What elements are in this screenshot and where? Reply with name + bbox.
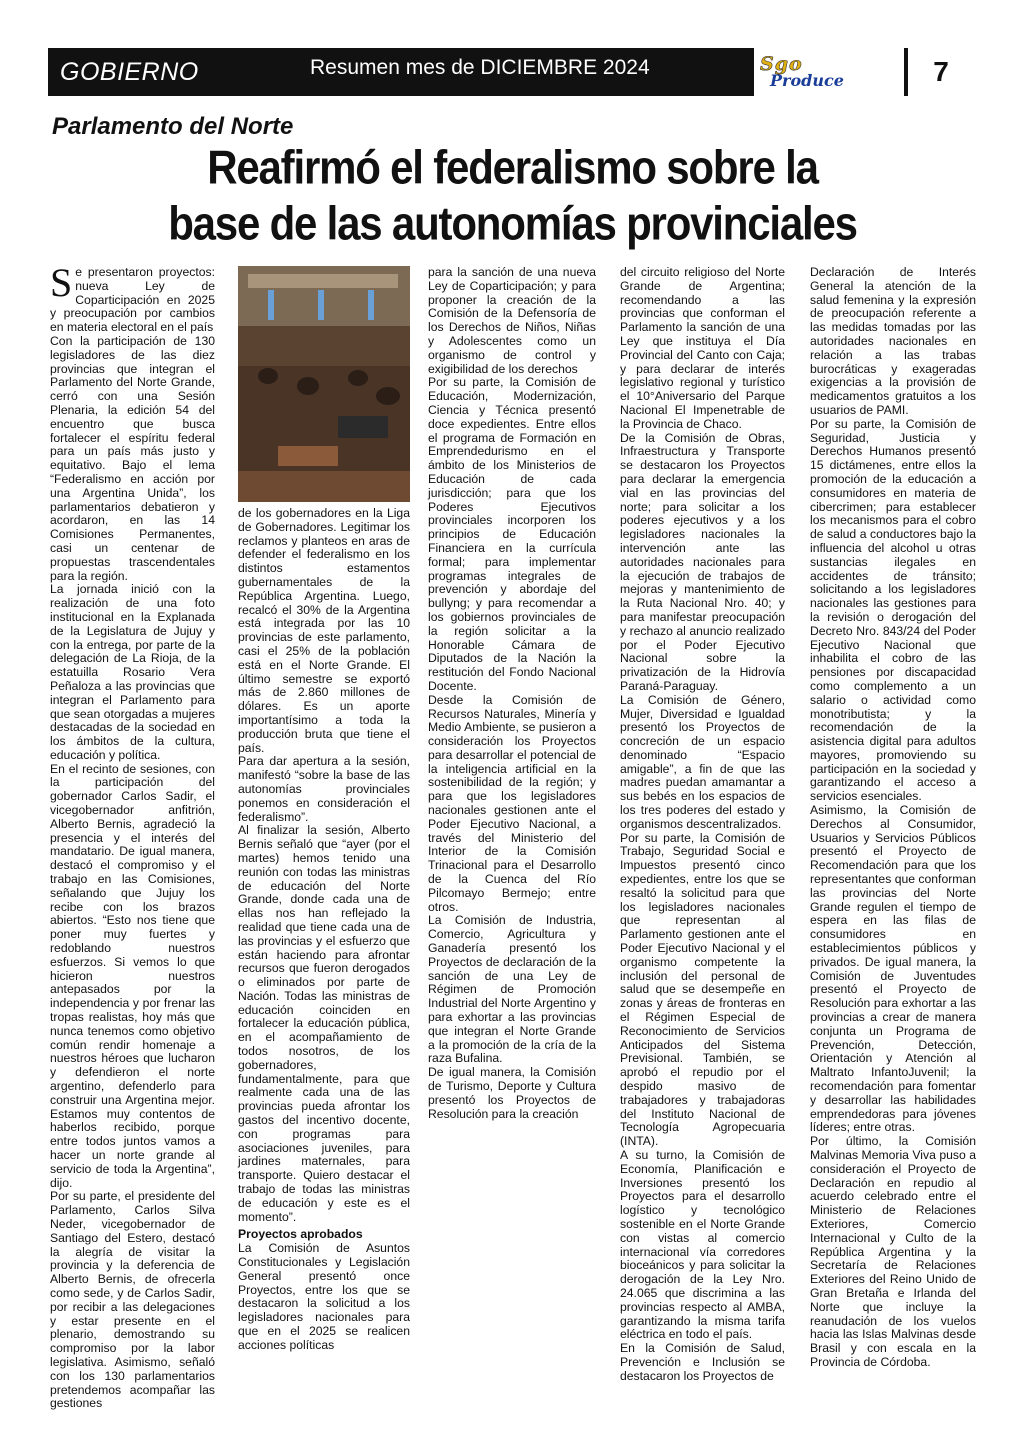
article-column-3 <box>428 266 596 1121</box>
paragraph: La Comisión de Género, Mujer, Diversidad e Igualdad presentó los Proyectos de concreción de un espacio denominado “Espacio amigable”, a fin de que las madres puedan amamantar a sus bebés en los espacios de los tres poderes del estado y organismos descentralizados. <box>620 692 785 831</box>
paragraph: De la Comisión de Obras, Infraestructura y Transporte se destacaron los Proyectos para declarar la emergencia vial en las provincias del norte; para solicitar a los poderes ejecutivos y a los legisladores nacionales la intervención ante las autoridades nacionales para la ejecución de trabajos de mejoras y mantenimiento de la Ruta Nacional Nro. 40; y para manifestar preocupación y rechazo al anuncio realizado por el Poder Ejecutivo Nacional sobre la privatización de la Hidrovía Paraná-Paraguay. <box>620 430 785 693</box>
session-photo-illustration <box>238 266 410 502</box>
paragraph: La jornada inició con la realización de una foto institucional en la Explanada de la Legislatura de Jujuy y con la entrega, por parte de la delegación de La Rioja, de la estatuilla Rosario Vera Peñaloza a las provincias que integran el Parlamento para que sean otorgadas a mujeres destacadas de la sociedad en los ámbitos de la cultura, educación y política. <box>50 582 215 762</box>
paragraph: Por su parte, el presidente del Parlamento, Carlos Silva Neder, vicegobernador de Santiago del Estero, destacó la alegría de visitar la provincia y la deferencia de Alberto Bernis, de ofrecerla como sede, y de Carlos Sadir, por recibir a las delegaciones y estar presente en el plenario, demostrando su compromiso por la labor legislativa. Asimismo, señaló con los 130 parlamentarios pretendemos acompañar las gestiones <box>50 1189 215 1411</box>
article-column-5 <box>810 266 976 1370</box>
logo-bottom-text: Produce <box>770 71 844 90</box>
paragraph: A su turno, la Comisión de Economía, Planificación e Inversiones presentó los Proyectos para el desarrollo logístico y tecnológico sostenible en el Norte Grande con vistas al comercio internacional vía corredores bioceánicos y para solicitar la derogación de la Ley Nro. 24.065 que discrimina a las provincias respecto al AMBA, garantizando la misma tarifa eléctrica en todo el país. <box>620 1148 785 1342</box>
article-headline <box>60 140 965 252</box>
paragraph: Desde la Comisión de Recursos Naturales, Minería y Medio Ambiente, se pusieron a consideración los Proyectos para desarrollar el potencial de la inteligencia artificial en la sostenibilidad de la región; y para que los legisladores nacionales gestionen ante el Poder Ejecutivo Nacional, a través del Ministerio del Interior de la Comisión Trinacional para el Desarrollo de la Cuenca del Río Pilcomayo Bermejo; entre otros. <box>428 692 596 914</box>
paragraph: Por su parte, la Comisión de Trabajo, Seguridad Social e Impuestos presentó cinco expedientes, entre los que se resaltó la solicitud para que los legisladores nacionales que representan al Parlamento gestionen ante el Poder Ejecutivo Nacional y el organismo competente la inclusión del personal de salud que se desempeñe en zonas y áreas de fronteras en el Régimen Especial de Reconocimiento de Servicios Anticipados del Sistema Previsional. También, se aprobó el repudio por el despido masivo de trabajadores y trabajadoras del Instituto Nacional de Tecnología Agropecuaria (INTA). <box>620 830 785 1149</box>
paragraph: La Comisión de Asuntos Constitucionales y Legislación General presentó once Proyectos, entre los que se destacaron la solicitud a los legisladores nacionales para que en el 2025 se realicen acciones políticas <box>238 1241 410 1352</box>
paragraph: Declaración de Interés General la atención de la salud femenina y la expresión de preocupación referente a las medidas tomadas por las autoridades nacionales en relación a las trabas burocráticas y exageradas exigencias a la provisión de medicamentos gratuitos a los usuarios de PAMI. <box>810 265 976 417</box>
headline-line-2: base de las autonomías provinciales <box>168 197 857 250</box>
paragraph: La Comisión de Industria, Comercio, Agricultura y Ganadería presentó los Proyectos de declaración de la sanción de una Ley de Régimen de Promoción Industrial del Norte Argentino y para exhortar a las provincias que integran el Norte Grande a la promoción de la cría de la raza Bufalina. <box>428 913 596 1066</box>
session-photo <box>238 266 410 502</box>
issue-label: Resumen mes de DICIEMBRE 2024 <box>310 56 650 79</box>
headline-line-1: Reafirmó el federalismo sobre la <box>207 141 818 194</box>
paragraph: Al finalizar la sesión, Alberto Bernis señaló que “ayer (por el martes) hemos tenido una reunión con todas las ministras de educación del Norte Grande, donde cada una de ellas nos han reflejado la realidad que tiene cada una de las provincias y el esfuerzo que están haciendo para afrontar recursos que fueron derogados o eliminados por parte de Nación. Todas las ministras de educación coinciden en fortalecer la educación pública, en el acompañamiento de todos nosotros, de los gobernadores, fundamentalmente, para que realmente cada una de las provincias pueda afrontar los gastos del incentivo docente, con programas para asociaciones juveniles, para jardines maternales, para transporte. Quiero destacar el trabajo de todas las ministras de educación y este es el momento”. <box>238 823 410 1224</box>
section-label: GOBIERNO <box>60 57 199 86</box>
paragraph: En el recinto de sesiones, con la participación del gobernador Carlos Sadir, el vicegobernador anfitrión, Alberto Bernis, agradeció la presencia y el interés del mandatario. De igual manera, destacó el compromiso y el trabajo en las Comisiones, señalando que Jujuy los recibe con los brazos abiertos. “Esto nos tiene que poner muy fuertes y redoblando nuestros esfuerzos. Si vemos lo que hicieron nuestros antepasados por la independencia y por frenar las tropas realistas, hoy más que nunca tenemos como objetivo común rendir homenaje a nuestros héroes que lucharon y defendieron el norte argentino, defenderlo para construir una Argentina mejor. Estamos muy contentos de haberlos recibido, porque entre todos juntos vamos a hacer un norte grande al servicio de toda la Argentina”, dijo. <box>50 761 215 1190</box>
page-header <box>48 48 974 96</box>
paragraph: del circuito religioso del Norte Grande de Argentina; recomendando a las provincias que conforman el Parlamento la sanción de una Ley que instituya el Día Provincial del Canto con Caja; y para declarar de interés legislativo regional y turístico el 10°Aniversario del Parque Nacional El Impenetrable de la Provincia de Chaco. <box>620 265 785 431</box>
paragraph: Con la participación de 130 legisladores de las diez provincias que integran el Parlamento del Norte Grande, cerró con una Sesión Plenaria, la edición 54 del encuentro que busca fortalecer el espíritu federal para un país más justo y equitativo. Bajo el lema “Federalismo en acción por una Argentina Unida”, los parlamentarios debatieron y acordaron, en las 14 Comisiones Permanentes, casi un centenar de propuestas trascendentales para la región. <box>50 333 215 583</box>
paragraph: Por su parte, la Comisión de Educación, Modernización, Ciencia y Técnica presentó doce expedientes. Entre ellos el programa de Formación en Emprendedurismo en el ámbito de los Ministerios de Educación de cada jurisdicción; para que los Poderes Ejecutivos provinciales incorporen los principios de Educación Financiera en la currícula formal; para implementar programas integrales de prevención y abordaje del bullyng; y para recomendar a los gobiernos provinciales de la región solicitar a la Honorable Cámara de Diputados de la Nación la restitución del Fondo Nacional Docente. <box>428 375 596 693</box>
article-column-4 <box>620 266 785 1384</box>
paragraph: Se presentaron proyectos: nueva Ley de Coparticipación en 2025 y preocupación por cambios en materia electoral en el país <box>50 260 215 335</box>
article-column-2 <box>238 507 410 1353</box>
logo-top-text: Sgo <box>760 53 803 75</box>
page-number: 7 <box>908 48 974 96</box>
sgo-produce-logo <box>754 48 904 96</box>
article-column-1 <box>50 260 215 1411</box>
paragraph: Para dar apertura a la sesión, manifestó “sobre la base de las autonomías provinciales ponemos en consideración el federalismo”. <box>238 754 410 824</box>
paragraph: Por su parte, la Comisión de Seguridad, Justicia y Derechos Humanos presentó 15 dictámenes, entre ellos la promoción de la educación a consumidores en materia de cibercrimen; para establecer los mecanismos para el cobro de salud a conductores bajo la influencia del alcohol u otras sustancias ilegales en accidentes de tránsito; solicitando a los legisladores nacionales las gestiones para la revisión o derogación del Decreto Nro. 843/24 del Poder Ejecutivo Nacional que inhabilita el cobro de las pensiones por discapacidad como complemento a un salario o actividad como monotributista; y la recomendación de la asistencia digital para adultos mayores, promoviendo su participación en la sociedad y garantizando el acceso a servicios esenciales. <box>810 416 976 804</box>
article-kicker: Parlamento del Norte <box>52 113 294 140</box>
paragraph: para la sanción de una nueva Ley de Coparticipación; y para proponer la creación de la Comisión de la Defensoría de los Derechos de Niños, Niñas y Adolescentes como un organismo de control y exigibilidad de los derechos <box>428 265 596 376</box>
paragraph: En la Comisión de Salud, Prevención e Inclusión se destacaron los Proyectos de <box>620 1341 785 1383</box>
paragraph: Asimismo, la Comisión de Derechos al Consumidor, Usuarios y Servicios Públicos presentó el Proyecto de Recomendación para que los representantes que conforman las provincias del Norte Grande regulen el tiempo de espera en las filas de consumidores en establecimientos públicos y privados. De igual manera, la Comisión de Juventudes presentó el Proyecto de Resolución para exhortar a las provincias a crear de manera conjunta un Programa de Prevención, Detección, Orientación y Atención al Maltrato InfantoJuvenil; la recomendación para fomentar y desarrollar las habilidades emprendedoras para jóvenes líderes; entre otras. <box>810 803 976 1135</box>
paragraph: de los gobernadores en la Liga de Gobernadores. Legitimar los reclamos y planteos en aras de defender el federalismo en los distintos estamentos gubernamentales de la República Argentina. Luego, recalcó el 30% de la Argentina está integrada por las 10 provincias de este parlamento, casi el 25% de la población está en el Norte Grande. El último semestre se exportó más de 2.860 millones de dólares. Es un aporte importantísimo a toda la producción bruta que tiene el país. <box>238 506 410 755</box>
subheading-approved-projects: Proyectos aprobados <box>238 1227 363 1242</box>
paragraph: De igual manera, la Comisión de Turismo, Deporte y Cultura presentó los Proyectos de Resolución para la creación <box>428 1065 596 1121</box>
drop-cap: S <box>50 260 73 305</box>
paragraph: Por último, la Comisión Malvinas Memoria Viva puso a consideración el Proyecto de Declaración en repudio al acuerdo celebrado entre el Ministerio de Relaciones Exteriores, Comercio Internacional y Culto de la República Argentina y la Secretaría de Relaciones Exteriores del Reino Unido de Gran Bretaña e Irlanda del Norte que incluye la reanudación de los vuelos hacia las Islas Malvinas desde Brasil y con escala en la Provincia de Córdoba. <box>810 1134 976 1369</box>
